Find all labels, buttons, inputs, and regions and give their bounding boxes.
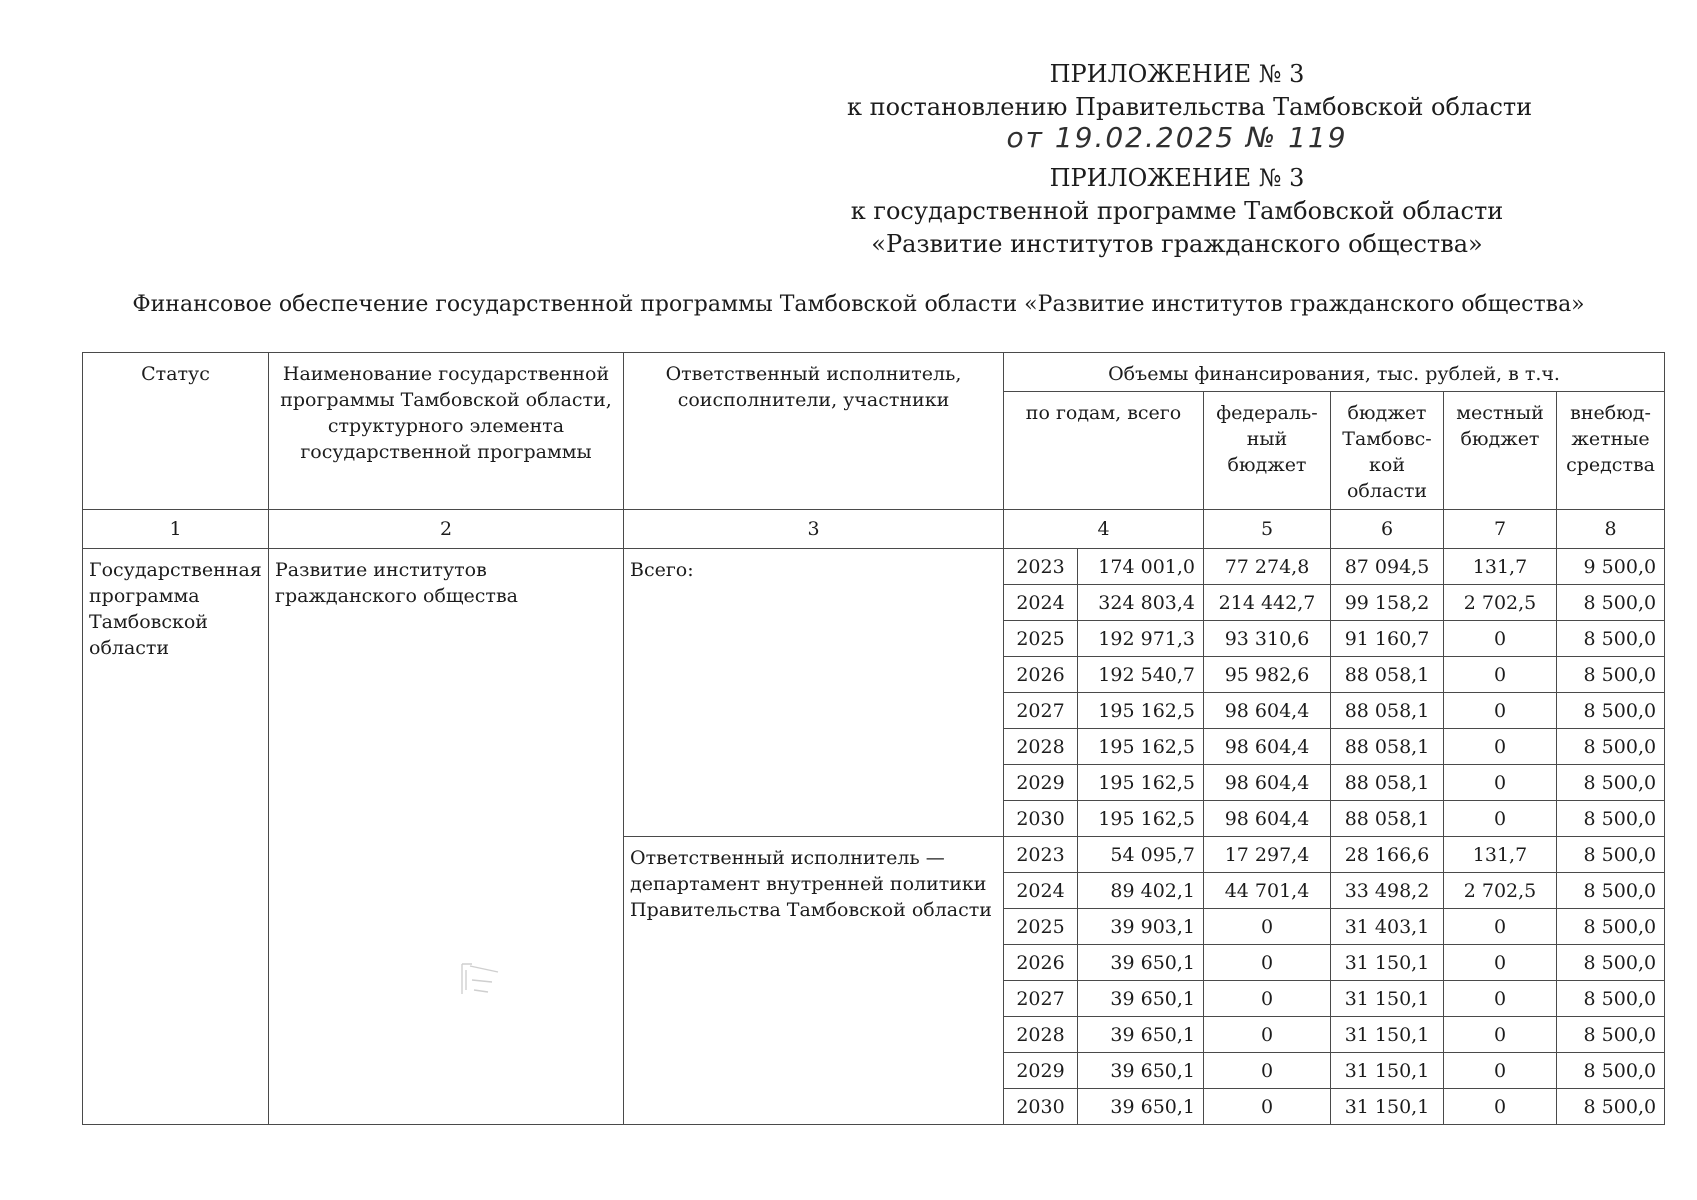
cell-total: 192 540,7 — [1078, 657, 1204, 693]
cell-total: 195 162,5 — [1078, 765, 1204, 801]
cell-local: 0 — [1444, 621, 1557, 657]
appendix-header — [847, 58, 1533, 261]
cell-total: 89 402,1 — [1078, 873, 1204, 909]
cell-regional: 31 150,1 — [1331, 1017, 1444, 1053]
cell-extra: 8 500,0 — [1557, 909, 1665, 945]
cell-regional: 88 058,1 — [1331, 801, 1444, 837]
cell-local: 0 — [1444, 801, 1557, 837]
cell-total: 39 650,1 — [1078, 945, 1204, 981]
header-funding: Объемы финансирования, тыс. рублей, в т.ч. — [1004, 353, 1665, 392]
header-status: Статус — [83, 353, 269, 510]
col-number: 3 — [624, 510, 1004, 549]
cell-total: 174 001,0 — [1078, 549, 1204, 585]
cell-total: 195 162,5 — [1078, 729, 1204, 765]
col-number: 2 — [269, 510, 624, 549]
cell-total: 39 650,1 — [1078, 981, 1204, 1017]
cell-year: 2026 — [1004, 657, 1078, 693]
cell-federal: 0 — [1204, 1053, 1331, 1089]
cell-regional: 87 094,5 — [1331, 549, 1444, 585]
cell-regional: 88 058,1 — [1331, 765, 1444, 801]
col-number: 5 — [1204, 510, 1331, 549]
cell-regional: 31 150,1 — [1331, 981, 1444, 1017]
cell-local: 2 702,5 — [1444, 873, 1557, 909]
handwritten-date: от 19.02.2025 № 119 — [1006, 121, 1348, 154]
cell-regional: 28 166,6 — [1331, 837, 1444, 873]
cell-federal: 0 — [1204, 1089, 1331, 1125]
cell-local: 0 — [1444, 693, 1557, 729]
cell-total: 195 162,5 — [1078, 693, 1204, 729]
cell-local: 0 — [1444, 1089, 1557, 1125]
cell-federal: 0 — [1204, 909, 1331, 945]
cell-year: 2025 — [1004, 621, 1078, 657]
table-row — [83, 549, 1665, 585]
cell-total: 39 903,1 — [1078, 909, 1204, 945]
faint-stamp-mark — [458, 960, 502, 998]
cell-regional: 33 498,2 — [1331, 873, 1444, 909]
cell-local: 0 — [1444, 981, 1557, 1017]
cell-total: 192 971,3 — [1078, 621, 1204, 657]
cell-extra: 8 500,0 — [1557, 765, 1665, 801]
document-title: Финансовое обеспечение государственной программы Тамбовской области «Развитие институтов гражданского общества» — [132, 292, 1585, 317]
cell-federal: 93 310,6 — [1204, 621, 1331, 657]
program-appendix-number: ПРИЛОЖЕНИЕ № 3 — [1049, 164, 1305, 192]
program-reference-line1: к государственной программе Тамбовской области — [850, 197, 1504, 225]
cell-year: 2028 — [1004, 729, 1078, 765]
header-regional: бюджет Тамбовс-кой области — [1331, 392, 1444, 510]
financing-table — [82, 352, 1665, 1125]
header-local: местный бюджет — [1444, 392, 1557, 510]
cell-federal: 0 — [1204, 1017, 1331, 1053]
cell-year: 2027 — [1004, 693, 1078, 729]
cell-local: 131,7 — [1444, 549, 1557, 585]
cell-local: 2 702,5 — [1444, 585, 1557, 621]
cell-federal: 44 701,4 — [1204, 873, 1331, 909]
cell-federal: 98 604,4 — [1204, 801, 1331, 837]
cell-regional: 99 158,2 — [1331, 585, 1444, 621]
executor-cell: Ответственный исполнитель — департамент внутренней политики Правительства Тамбовской области — [624, 837, 1004, 1125]
cell-local: 0 — [1444, 1017, 1557, 1053]
cell-extra: 8 500,0 — [1557, 873, 1665, 909]
cell-regional: 88 058,1 — [1331, 693, 1444, 729]
cell-local: 0 — [1444, 729, 1557, 765]
header-name: Наименование государственной программы Тамбовской области, структурного элемента государственной программы — [269, 353, 624, 510]
header-by-years: по годам, всего — [1004, 392, 1204, 510]
cell-extra: 8 500,0 — [1557, 621, 1665, 657]
cell-local: 0 — [1444, 657, 1557, 693]
executor-cell: Всего: — [624, 549, 1004, 837]
cell-federal: 98 604,4 — [1204, 729, 1331, 765]
status-cell: Государственная программа Тамбовской области — [83, 549, 269, 1125]
col-number: 1 — [83, 510, 269, 549]
cell-federal: 98 604,4 — [1204, 765, 1331, 801]
cell-extra: 8 500,0 — [1557, 1017, 1665, 1053]
cell-extra: 8 500,0 — [1557, 981, 1665, 1017]
cell-federal: 77 274,8 — [1204, 549, 1331, 585]
cell-extra: 9 500,0 — [1557, 549, 1665, 585]
cell-extra: 8 500,0 — [1557, 657, 1665, 693]
header-extra: внебюд-жетные средства — [1557, 392, 1665, 510]
cell-total: 39 650,1 — [1078, 1053, 1204, 1089]
table-header — [83, 353, 1665, 549]
cell-regional: 88 058,1 — [1331, 729, 1444, 765]
table-body — [83, 549, 1665, 1125]
column-number-row — [83, 510, 1665, 549]
cell-local: 0 — [1444, 765, 1557, 801]
cell-year: 2029 — [1004, 1053, 1078, 1089]
program-reference-line2: «Развитие институтов гражданского общества» — [871, 230, 1483, 258]
cell-local: 131,7 — [1444, 837, 1557, 873]
cell-extra: 8 500,0 — [1557, 945, 1665, 981]
cell-year: 2023 — [1004, 549, 1078, 585]
cell-year: 2025 — [1004, 909, 1078, 945]
col-number: 8 — [1557, 510, 1665, 549]
cell-total: 324 803,4 — [1078, 585, 1204, 621]
cell-year: 2029 — [1004, 765, 1078, 801]
cell-regional: 88 058,1 — [1331, 657, 1444, 693]
cell-federal: 0 — [1204, 981, 1331, 1017]
cell-local: 0 — [1444, 909, 1557, 945]
cell-year: 2023 — [1004, 837, 1078, 873]
cell-federal: 214 442,7 — [1204, 585, 1331, 621]
cell-regional: 31 150,1 — [1331, 1053, 1444, 1089]
cell-total: 54 095,7 — [1078, 837, 1204, 873]
cell-regional: 91 160,7 — [1331, 621, 1444, 657]
cell-total: 39 650,1 — [1078, 1089, 1204, 1125]
cell-regional: 31 150,1 — [1331, 1089, 1444, 1125]
cell-year: 2030 — [1004, 801, 1078, 837]
cell-year: 2027 — [1004, 981, 1078, 1017]
cell-year: 2024 — [1004, 585, 1078, 621]
header-federal: федераль-ный бюджет — [1204, 392, 1331, 510]
program-name-cell: Развитие институтов гражданского общества — [269, 549, 624, 1125]
cell-regional: 31 403,1 — [1331, 909, 1444, 945]
cell-extra: 8 500,0 — [1557, 1089, 1665, 1125]
cell-extra: 8 500,0 — [1557, 801, 1665, 837]
cell-federal: 98 604,4 — [1204, 693, 1331, 729]
header-executor: Ответственный исполнитель, соисполнители, участники — [624, 353, 1004, 510]
col-number: 7 — [1444, 510, 1557, 549]
cell-total: 195 162,5 — [1078, 801, 1204, 837]
cell-extra: 8 500,0 — [1557, 729, 1665, 765]
cell-year: 2030 — [1004, 1089, 1078, 1125]
cell-extra: 8 500,0 — [1557, 585, 1665, 621]
cell-federal: 17 297,4 — [1204, 837, 1331, 873]
cell-total: 39 650,1 — [1078, 1017, 1204, 1053]
cell-extra: 8 500,0 — [1557, 1053, 1665, 1089]
cell-year: 2028 — [1004, 1017, 1078, 1053]
col-number: 4 — [1004, 510, 1204, 549]
cell-local: 0 — [1444, 1053, 1557, 1089]
resolution-reference: к постановлению Правительства Тамбовской области — [847, 93, 1533, 121]
cell-federal: 0 — [1204, 945, 1331, 981]
col-number: 6 — [1331, 510, 1444, 549]
cell-extra: 8 500,0 — [1557, 837, 1665, 873]
cell-federal: 95 982,6 — [1204, 657, 1331, 693]
cell-extra: 8 500,0 — [1557, 693, 1665, 729]
cell-regional: 31 150,1 — [1331, 945, 1444, 981]
cell-local: 0 — [1444, 945, 1557, 981]
appendix-number: ПРИЛОЖЕНИЕ № 3 — [1049, 60, 1305, 88]
cell-year: 2026 — [1004, 945, 1078, 981]
cell-year: 2024 — [1004, 873, 1078, 909]
